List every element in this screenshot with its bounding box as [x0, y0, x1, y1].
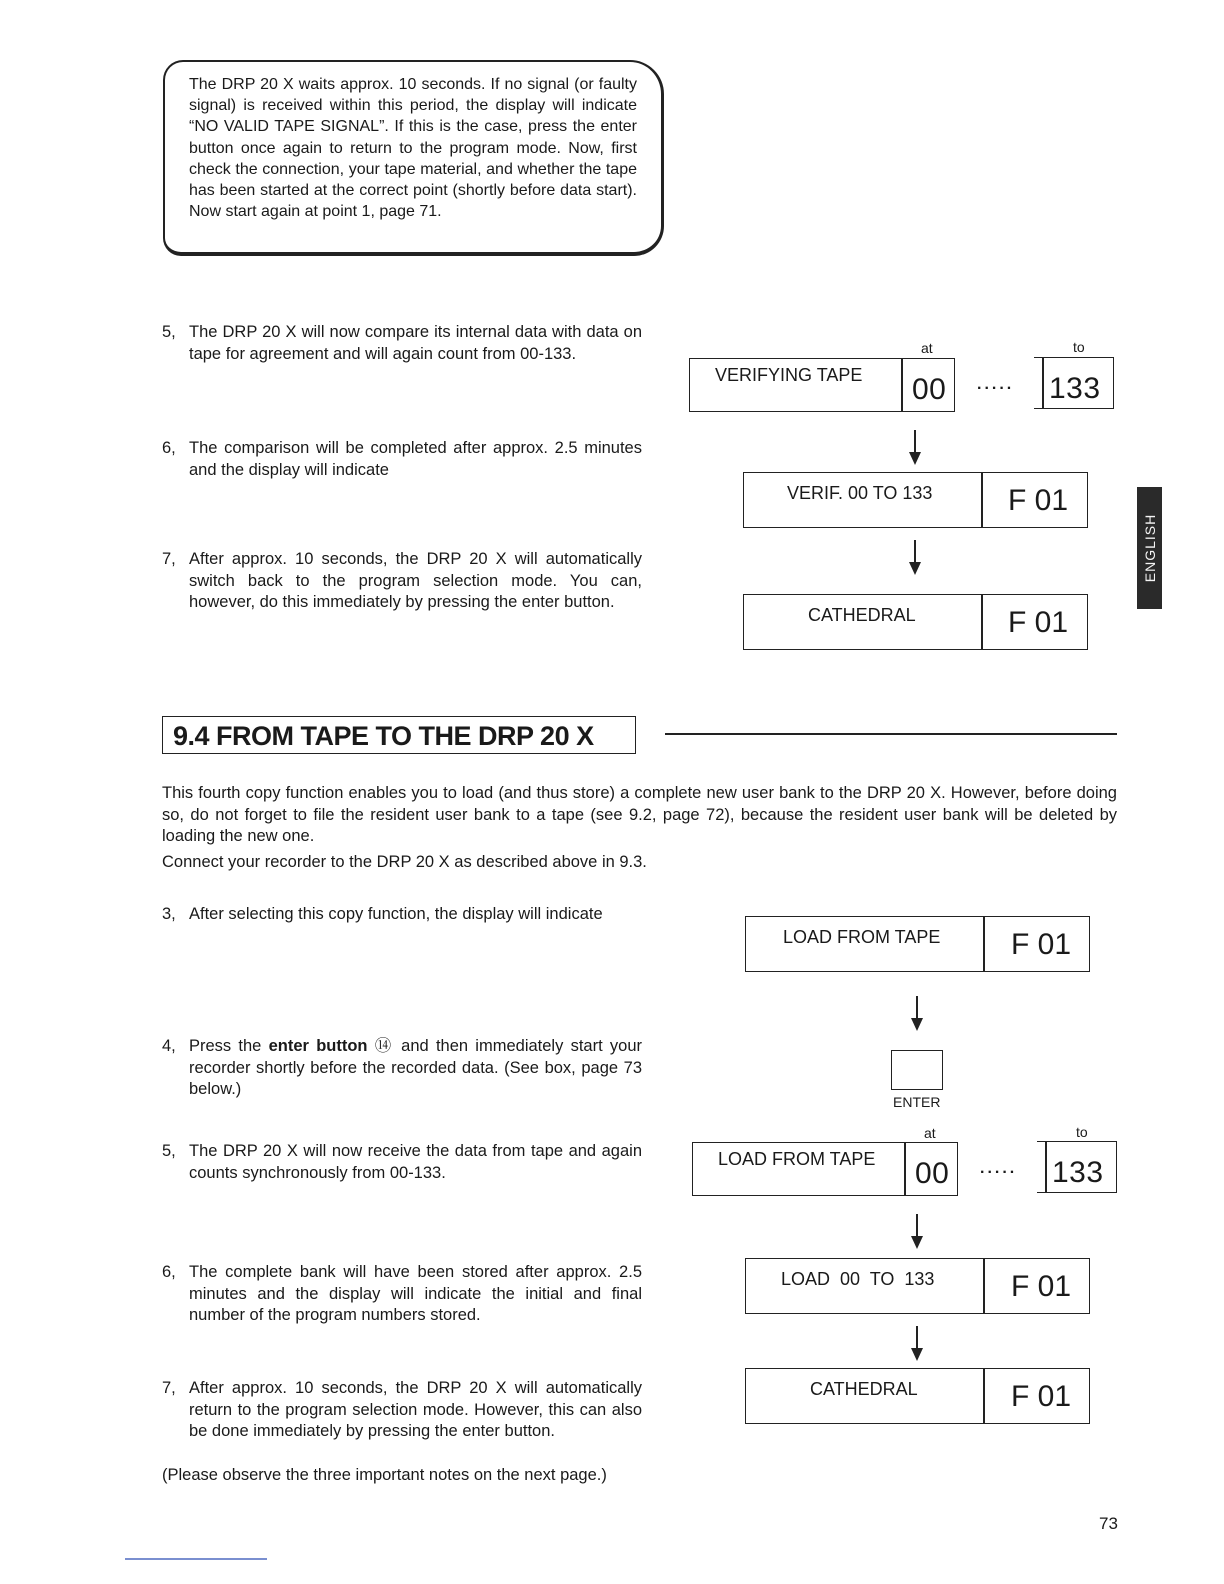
to-label: to	[1076, 1124, 1088, 1140]
bottom-rule	[125, 1558, 267, 1560]
display-cathedral: CATHEDRAL F 01	[745, 1368, 1090, 1424]
enter-button-reference: enter button	[268, 1037, 368, 1055]
to-label: to	[1073, 339, 1085, 355]
down-arrow-icon	[911, 996, 923, 1032]
down-arrow-icon	[909, 430, 921, 466]
counting-dots: .....	[977, 376, 1015, 393]
down-arrow-icon	[911, 1214, 923, 1250]
display-end-number: 133	[1052, 1156, 1104, 1189]
enter-label: ENTER	[893, 1094, 941, 1110]
load-step-4: 4, Press the enter button ⑭ and then immediately start your recorder shortly before the recorded data. (See box, page 73 below.)	[162, 1037, 643, 1098]
display-loading: LOAD FROM TAPE 00	[692, 1142, 958, 1196]
load-step-5: 5, The DRP 20 X will now receive the data from tape and again counts synchronously from 00-133.	[162, 1142, 642, 1182]
section-connect: Connect your recorder to the DRP 20 X as described above in 9.3.	[162, 853, 647, 871]
note-box-text: The DRP 20 X waits approx. 10 seconds. If no signal (or faulty signal) is received within this period, the display will indicate “NO VALID TAPE SIGNAL”. If this is the case, press the enter button once again to return to the program mode. Now, first check the connection, your tape material, and whether the tape has been started at the correct point (shortly before data start). Now start again at point 1, page 71.	[189, 76, 637, 221]
display-end-box	[1034, 357, 1114, 409]
verify-step-6: 6, The comparison will be completed after approx. 2.5 minutes and the display will indicate	[162, 439, 642, 479]
verify-step-7: 7, After approx. 10 seconds, the DRP 20 X will automatically switch back to the program selection mode. You can, however, do this immediately by pressing the enter button.	[162, 550, 642, 611]
enter-button-icon	[891, 1050, 943, 1090]
section-heading: 9.4 FROM TAPE TO THE DRP 20 X	[162, 716, 636, 754]
load-step-3: 3, After selecting this copy function, the display will indicate	[162, 905, 603, 923]
display-end-box	[1037, 1141, 1117, 1193]
display-cathedral: CATHEDRAL F 01	[743, 594, 1088, 650]
display-end-number: 133	[1049, 372, 1101, 405]
side-tab-english: ENGLISH	[1137, 487, 1162, 609]
page-number: 73	[1099, 1514, 1118, 1533]
load-step-7: 7, After approx. 10 seconds, the DRP 20 X will automatically return to the program selection mode. However, this can also be done immediately by pressing the enter button.	[162, 1379, 642, 1440]
display-verif-done: VERIF. 00 TO 133 F 01	[743, 472, 1088, 528]
display-verifying-tape: VERIFYING TAPE 00	[689, 358, 955, 412]
at-label: at	[924, 1125, 936, 1141]
footer-note: (Please observe the three important notes on the next page.)	[162, 1466, 607, 1484]
verify-step-5: 5, The DRP 20 X will now compare its internal data with data on tape for agreement and will again count from 00-133.	[162, 323, 642, 363]
at-label: at	[921, 340, 933, 356]
load-step-6: 6, The complete bank will have been stored after approx. 2.5 minutes and the display will indicate the initial and final number of the program numbers stored.	[162, 1263, 642, 1324]
circled-14-symbol: ⑭	[374, 1037, 394, 1055]
down-arrow-icon	[909, 540, 921, 576]
note-box	[163, 60, 664, 256]
heading-rule	[665, 733, 1117, 735]
display-load-done: LOAD 00 TO 133 F 01	[745, 1258, 1090, 1314]
display-load-from-tape: LOAD FROM TAPE F 01	[745, 916, 1090, 972]
display-start-number: 00	[912, 373, 947, 406]
counting-dots: .....	[980, 1160, 1018, 1177]
down-arrow-icon	[911, 1326, 923, 1362]
display-start-number: 00	[915, 1157, 950, 1190]
section-intro: This fourth copy function enables you to load (and thus store) a complete new user bank to the DRP 20 X. However, before doing so, do not forget to file the resident user bank to a tape (see 9.2, page 72), because the resident user bank will be deleted by loading the new one.	[162, 784, 1117, 845]
